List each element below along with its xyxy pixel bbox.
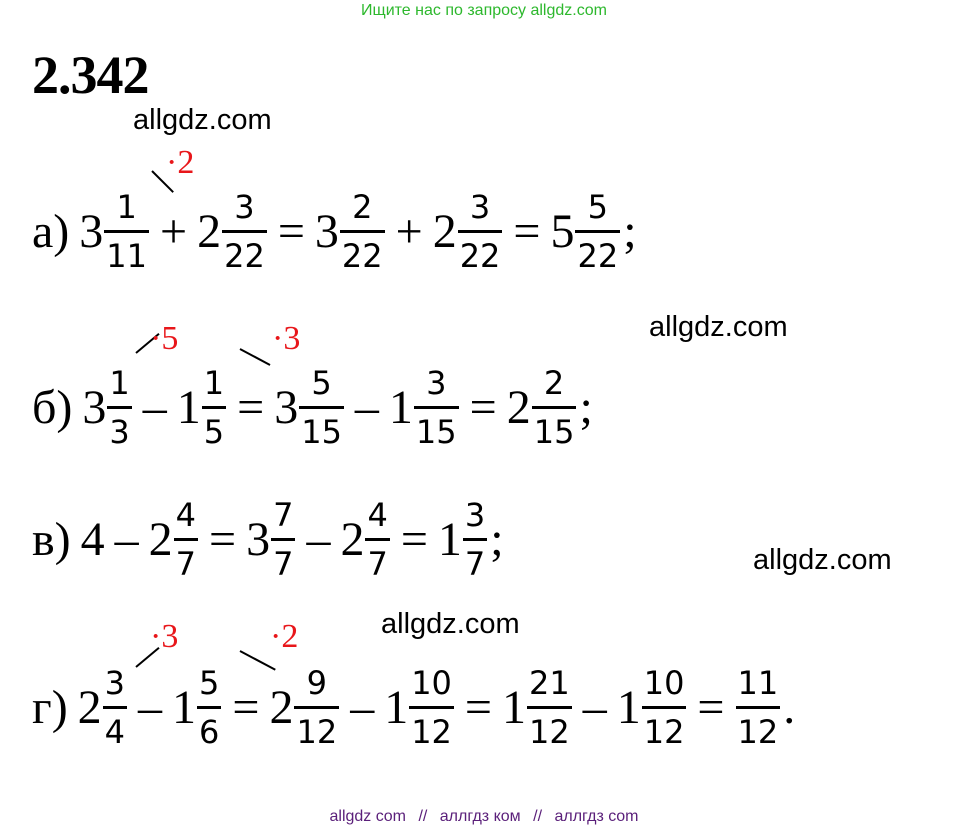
- denominator: 7: [271, 538, 295, 583]
- numerator: 4: [367, 496, 388, 534]
- multiplier-annotation: ·3: [150, 618, 179, 655]
- mixed-number: [438, 498, 488, 583]
- numerator: 3: [234, 188, 255, 226]
- watermark: allgdz.com: [133, 104, 272, 136]
- mixed-number: [269, 666, 340, 751]
- multiplier-annotation: ·5: [150, 320, 179, 357]
- fraction: [340, 190, 385, 275]
- fraction: [107, 366, 131, 451]
- denominator: 12: [527, 706, 572, 751]
- multiplier-annotation: ·3: [272, 320, 301, 357]
- fraction: [458, 190, 503, 275]
- mixed-number: [507, 366, 578, 451]
- denominator: 12: [409, 706, 454, 751]
- minus-sign: –: [114, 513, 139, 567]
- numerator: 1: [109, 364, 130, 402]
- footer-link[interactable]: аллгдз com: [554, 808, 639, 825]
- denominator: 12: [736, 706, 781, 751]
- equation-label: а): [32, 205, 70, 259]
- fraction: [642, 666, 687, 751]
- numerator: 5: [587, 188, 609, 226]
- fraction: [409, 666, 454, 751]
- mixed-number: [617, 666, 688, 751]
- mixed-number: [82, 366, 132, 451]
- denominator: 4: [103, 706, 127, 751]
- equation-b: [32, 366, 593, 451]
- mixed-number: [172, 666, 222, 751]
- numerator: 4: [175, 496, 197, 534]
- mixed-number: [433, 190, 504, 275]
- minus-sign: –: [142, 381, 167, 435]
- minus-sign: –: [138, 681, 163, 735]
- footer-separator: //: [418, 808, 428, 825]
- watermark: allgdz.com: [753, 544, 892, 576]
- whole-part: 2: [197, 205, 222, 259]
- fraction: [103, 666, 127, 751]
- multiplier-annotation: ·2: [166, 144, 195, 181]
- fraction: [365, 498, 389, 583]
- numerator: 10: [411, 664, 452, 702]
- fraction: [174, 498, 198, 583]
- mixed-number: [274, 366, 345, 451]
- mixed-number: [550, 190, 621, 275]
- numerator: 11: [737, 664, 779, 702]
- equals-sign: =: [464, 681, 492, 735]
- whole-part: 1: [501, 681, 526, 735]
- mixed-number: [389, 366, 460, 451]
- numerator: 3: [464, 496, 486, 534]
- whole-part: 2: [148, 513, 173, 567]
- fraction: [202, 366, 226, 451]
- fraction: [271, 498, 295, 583]
- mixed-number: [78, 666, 128, 751]
- equation-g: [32, 666, 795, 751]
- whole-part: 1: [172, 681, 197, 735]
- search-hint: Ищите нас по запросу allgdz.com: [361, 2, 607, 19]
- whole-part: 1: [176, 381, 201, 435]
- mixed-number: [315, 190, 386, 275]
- denominator: 5: [202, 406, 226, 451]
- mixed-number: [79, 190, 150, 275]
- problem-number: 2.342: [32, 45, 149, 105]
- footer-link[interactable]: allgdz com: [329, 808, 406, 825]
- fraction: [532, 366, 577, 451]
- whole-number: 4: [80, 513, 105, 567]
- whole-part: 2: [506, 381, 531, 435]
- whole-part: 2: [432, 205, 457, 259]
- whole-part: 3: [314, 205, 339, 259]
- equals-sign: =: [469, 381, 497, 435]
- watermark: allgdz.com: [381, 608, 520, 640]
- minus-sign: –: [354, 381, 379, 435]
- whole-part: 1: [384, 681, 409, 735]
- plus-sign: +: [160, 205, 188, 259]
- mixed-number: [197, 190, 268, 275]
- denominator: 22: [340, 230, 385, 275]
- equals-sign: =: [237, 381, 265, 435]
- fraction: [222, 190, 267, 275]
- denominator: 7: [365, 538, 389, 583]
- fraction: [104, 190, 149, 275]
- fraction: [299, 366, 344, 451]
- denominator: 15: [532, 406, 577, 451]
- numerator: 5: [311, 364, 332, 402]
- plus-sign: +: [395, 205, 423, 259]
- whole-part: 3: [274, 381, 299, 435]
- denominator: 22: [222, 230, 267, 275]
- numerator: 9: [306, 664, 327, 702]
- equals-sign: =: [232, 681, 260, 735]
- mixed-number: [340, 498, 390, 583]
- period: .: [783, 681, 796, 735]
- fraction: [736, 666, 781, 751]
- numerator: 21: [528, 664, 570, 702]
- equation-label: в): [32, 513, 71, 567]
- footer-separator: //: [533, 808, 543, 825]
- denominator: 22: [575, 230, 620, 275]
- whole-part: 3: [79, 205, 104, 259]
- numerator: 2: [352, 188, 373, 226]
- numerator: 3: [469, 188, 491, 226]
- whole-part: 5: [550, 205, 575, 259]
- equation-a: [32, 190, 637, 275]
- multiplier-annotation: ·2: [270, 618, 299, 655]
- fraction: [527, 666, 572, 751]
- mixed-number: [177, 366, 227, 451]
- fraction: [463, 498, 487, 583]
- numerator: 3: [426, 364, 447, 402]
- numerator: 1: [203, 364, 225, 402]
- numerator: 10: [643, 664, 685, 702]
- fraction: [414, 366, 459, 451]
- whole-part: 1: [388, 381, 413, 435]
- equals-sign: =: [400, 513, 428, 567]
- whole-part: 2: [269, 681, 294, 735]
- equation-label: б): [32, 381, 73, 435]
- denominator: 15: [299, 406, 344, 451]
- watermark: allgdz.com: [649, 311, 788, 343]
- equals-sign: =: [209, 513, 237, 567]
- denominator: 7: [174, 538, 198, 583]
- equals-sign: =: [513, 205, 541, 259]
- minus-sign: –: [306, 513, 331, 567]
- denominator: 6: [197, 706, 221, 751]
- fraction: [575, 190, 620, 275]
- numerator: 5: [199, 664, 220, 702]
- multiplier-stroke: [240, 348, 271, 366]
- numerator: 3: [104, 664, 126, 702]
- denominator: 7: [463, 538, 487, 583]
- minus-sign: –: [350, 681, 375, 735]
- whole-part: 2: [340, 513, 365, 567]
- semicolon: ;: [490, 513, 504, 567]
- numerator: 1: [116, 188, 137, 226]
- footer-links: [0, 808, 968, 826]
- numerator: 7: [273, 496, 294, 534]
- whole-part: 2: [77, 681, 102, 735]
- semicolon: ;: [623, 205, 637, 259]
- footer-link[interactable]: аллгдз ком: [439, 808, 521, 825]
- equation-v: [32, 498, 504, 583]
- denominator: 12: [642, 706, 687, 751]
- semicolon: ;: [579, 381, 593, 435]
- whole-part: 1: [437, 513, 462, 567]
- denominator: 22: [458, 230, 503, 275]
- numerator: 2: [543, 364, 565, 402]
- equals-sign: =: [277, 205, 305, 259]
- mixed-number: [384, 666, 455, 751]
- minus-sign: –: [582, 681, 607, 735]
- denominator: 12: [294, 706, 339, 751]
- denominator: 15: [414, 406, 459, 451]
- mixed-number: [149, 498, 199, 583]
- fraction: [197, 666, 221, 751]
- denominator: 11: [104, 230, 149, 275]
- whole-part: 1: [616, 681, 641, 735]
- equals-sign: =: [697, 681, 725, 735]
- mixed-number: [502, 666, 573, 751]
- whole-part: 3: [82, 381, 107, 435]
- denominator: 3: [107, 406, 131, 451]
- fraction: [294, 666, 339, 751]
- mixed-number: [246, 498, 296, 583]
- equation-label: г): [32, 681, 68, 735]
- whole-part: 3: [246, 513, 271, 567]
